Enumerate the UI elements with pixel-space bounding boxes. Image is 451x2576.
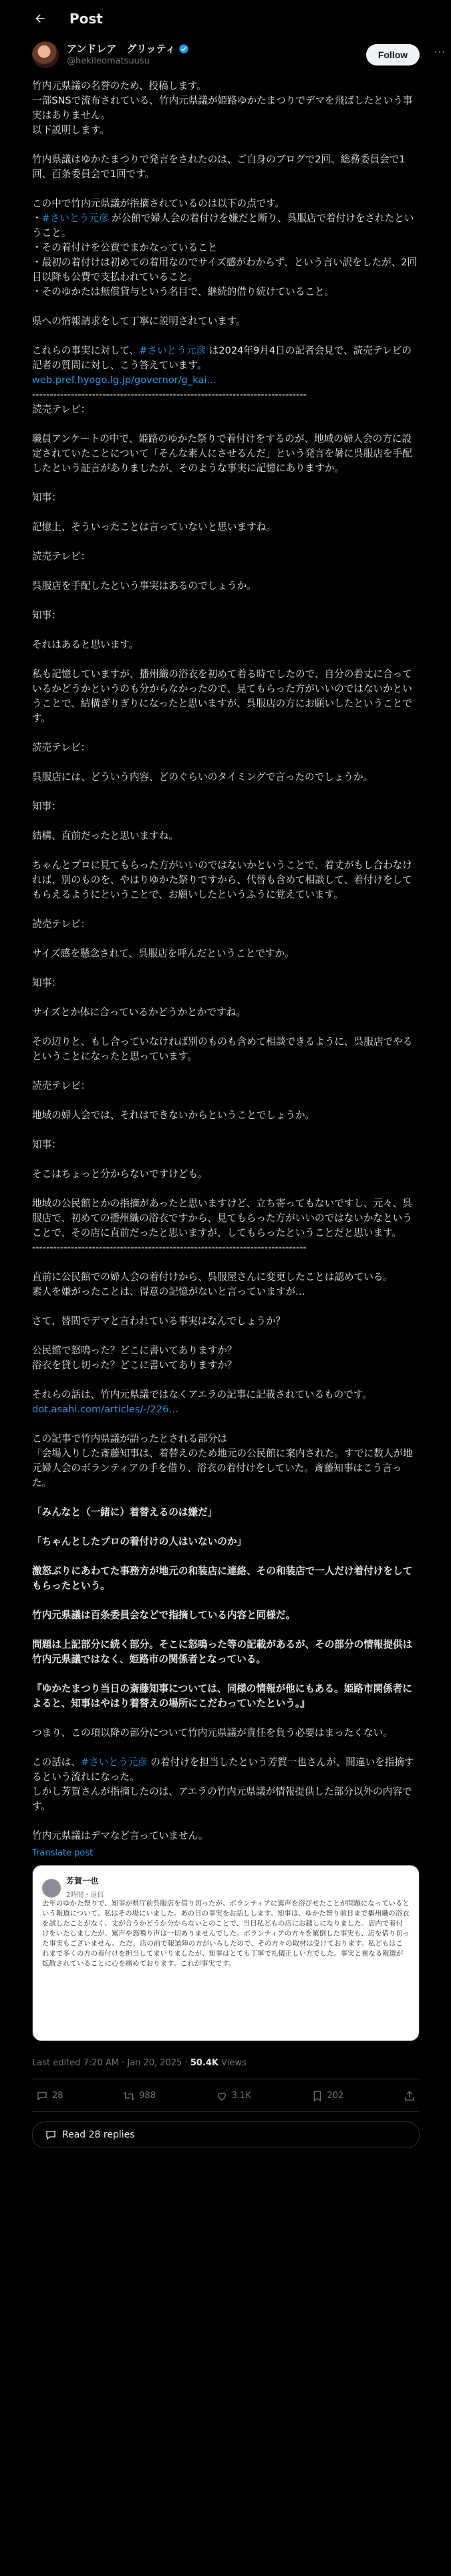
post-paragraph: 私も記憶していますが、播州織の浴衣を初めて着る時でしたので、自分の着丈に合っているかどうかというのも分からなかったので、見てもらった方がいいのではないかということで、結構ぎりぎりになったと思いますが、呉服店の方にお願いしたということです。 <box>32 668 412 724</box>
post-paragraph: その辺りと、もし合っていなければ別のものも含めて相談できるように、呉服店でやるということになったと思っています。 <box>32 1036 413 1062</box>
quoted-image[interactable] <box>32 1865 420 2041</box>
bookmark-count: 202 <box>327 2091 344 2101</box>
chat-bubble-icon <box>45 2129 57 2141</box>
post-time[interactable]: Last edited 7:20 AM · Jan 20, 2025 <box>32 2058 182 2068</box>
share-icon <box>404 2090 416 2102</box>
post-paragraph: つまり、この項以降の部分について竹内元県議が責任を負う必要はまったくない。 <box>32 1727 393 1738</box>
post-paragraph: 直前に公民館での婦人会の着付けから、呉服屋さんに変更したことは認めている。 素人を嫌がったことは、得意の記憶がないと言っていますが… <box>32 1271 393 1297</box>
post-paragraph: 読売テレビ： <box>32 742 91 753</box>
post-paragraph: 竹内元県議の名誉のため、投稿します。 一部SNSで流布されている、竹内元県議が姫路ゆかたまつりでデマを飛ばしたという事実はありません。 以下説明します。 <box>32 80 413 136</box>
bookmark-icon <box>311 2090 323 2102</box>
post-paragraph: この中で竹内元県議が指摘されているのは以下の点です。 ・#さいとう元彦 が公館で婦人会の着付けを嫌だと断り、呉服店で着付けをされたということ。 ・その着付けを公費でまかなっていること ・最初の着付けは初めての着用なのでサイズ感がわからず、という言い訳をしたが、2回目以降も公費で支払われていること。 ・そのゆかたは無償貸与という名目で、継続的借り続けていること。 <box>32 198 418 297</box>
post-paragraph: 激怒ぶりにあわてた事務方が地元の和装店に連絡、その和装店で一人だけ着付けをしてもらったという。 <box>32 1565 413 1591</box>
post-paragraph: 「ちゃんとしたプロの着付けの人はいないのか」 <box>32 1536 247 1547</box>
post-paragraph: サイズとか体に合っているかどうかとかですね。 <box>32 1007 246 1018</box>
bookmark-button[interactable] <box>311 2089 344 2103</box>
like-button[interactable] <box>216 2089 251 2103</box>
post-paragraph: そこはちょっと分からないですけども。 <box>32 1168 208 1180</box>
post-body <box>32 79 420 2148</box>
post-paragraph: 知事： <box>32 610 61 621</box>
hashtag-link[interactable]: #さいとう元彦 <box>80 1757 148 1768</box>
post-paragraph: 読売テレビ： <box>32 551 91 562</box>
page-title: Post <box>69 11 103 27</box>
post-paragraph: 地域の婦人会では、それはできないからということでしょうか。 <box>32 1110 315 1121</box>
post-paragraph: 知事： <box>32 1139 61 1150</box>
post-paragraph: 地域の公民館とかの指摘があったと思いますけど、立ち寄ってもないですし、元々、呉服店で、初めての播州織の浴衣ですから、見てもらった方がいいのではないかなということで、その店に直前だったと思いますが、してもらったということだと思います。 ------------------------------------------------------------------------------ <box>32 1198 413 1253</box>
author-name-row[interactable] <box>67 41 189 55</box>
post-paragraph: 知事： <box>32 801 61 812</box>
quote-avatar <box>42 1879 61 1898</box>
avatar[interactable] <box>32 41 59 68</box>
post-paragraph: サイズ感を懸念されて、呉服店を呼んだということですか。 <box>32 948 295 959</box>
post-paragraph: 呉服店には、どういう内容、どのぐらいのタイミングで言ったのでしょうか。 <box>32 771 373 783</box>
post-meta: Last edited 7:20 AM · Jan 20, 2025 · 50.4K Views <box>32 2051 420 2079</box>
post-paragraph: 竹内元県議はデマなど言っていません。 <box>32 1830 208 1841</box>
post-author <box>32 40 446 75</box>
translate-post-link[interactable]: Translate post <box>32 1848 94 1858</box>
reply-icon <box>36 2090 48 2102</box>
post-paragraph: 職員アンケートの中で、姫路のゆかた祭りで着付けをするのが、地域の婦人会の方に設定されていたことについて「そんな素人にさせるんだ」という発言を暑に呉服店を手配したという証言がありましたが、そのような事実に記憶にありますか。 <box>32 433 412 474</box>
post-paragraph: 問題は上記部分に続く部分。そこに怒鳴った等の記載があるが、その部分の情報提供は竹内元県議ではなく、姫路市の関係者となっている。 <box>32 1639 413 1665</box>
quote-meta: 2時間・返信 <box>66 1892 104 1899</box>
author-handle[interactable]: @hekileomatsuusu <box>67 56 150 66</box>
post-paragraph: 知事： <box>32 492 61 503</box>
post-paragraph: この記事で竹内県議が語ったとされる部分は 「会場入りした斎藤知事は、着替えのため地元の公民館に案内された。すでに数人が地元婦人会のボランティアの手を借り、浴衣の着付けをしていた。斎藤知事はこう言った。 <box>32 1433 413 1489</box>
hashtag-link[interactable]: #さいとう元彦 <box>139 345 206 356</box>
post-paragraph: 読売テレビ： <box>32 1080 91 1091</box>
verified-badge-icon <box>178 43 189 54</box>
top-bar <box>0 0 451 37</box>
repost-button[interactable] <box>123 2089 156 2103</box>
post-paragraph: それらの話は、竹内元県議ではなくアエラの記事に記載されているものです。 dot.asahi.com/articles/-/226… <box>32 1389 372 1415</box>
reply-button[interactable] <box>36 2089 63 2103</box>
post-paragraph: 呉服店を手配したという事実はあるのでしょうか。 <box>32 580 257 592</box>
post-paragraph: ちゃんとプロに見てもらった方がいいのではないかということで、着丈がもし合わなければ、別のものを、やはりゆかた祭りですから、代替も含めて相談して、着付けをしてもらえるようにということで、お願いしたというふうに覚えています。 <box>32 860 412 900</box>
repost-icon <box>123 2090 135 2102</box>
post-paragraph: これらの事実に対して、#さいとう元彦 は2024年9月4日の記者会見で、読売テレビの記者の質問に対し、こう答えています。 web.pref.hyogo.lg.jp/governor/g_kai… ------------------------------------------------------------------------------ 読売テレビ： <box>32 345 412 415</box>
author-name[interactable]: アンドレア グリッティ <box>67 43 176 55</box>
quote-author-name: 芳賀一也 <box>66 1876 99 1886</box>
like-count: 3.1K <box>231 2091 251 2101</box>
post-paragraph: 県への情報請求をして丁寧に説明されています。 <box>32 315 246 327</box>
url-link[interactable]: dot.asahi.com/articles/-/226… <box>32 1404 178 1415</box>
post-paragraph: それはあると思います。 <box>32 639 139 650</box>
read-replies-label: Read 28 replies <box>62 2130 135 2140</box>
back-arrow-icon[interactable] <box>32 11 48 27</box>
post-paragraph: 結構、直前だったと思いますね。 <box>32 830 178 842</box>
post-paragraph: 竹内元県議は百条委員会などで指摘している内容と同様だ。 <box>32 1609 296 1621</box>
hashtag-link[interactable]: #さいとう元彦 <box>41 213 109 224</box>
quote-text: 去年のゆかた祭りで、知事が県庁前呉服店を借り切ったが、ボランティアに罵声を浴びせたことが問題になっているという報道について、私はその場にいました。あの日の事実をお話しします。知事は、ゆかた祭り前日まで播州織の浴衣を試したことがなく、丈が合うかどうか分からないとのことで、当日私どもの店にお越しになりました。店内で着付けをいたしましたが、罵声や怒鳴り声は一切ありませんでした。ボランティアの方々を罵倒した事実も、店を借り切った事実もございません。ただ、店の前で報道陣の方がいらしたので、その方々の取材は受けております。私どもはこれまで多くの方の着付けを担当してまいりましたが、知事はとても丁寧で礼儀正しい方でした。事実と異なる報道が拡散されていることに心を痛めております。これが事実です。 <box>42 1900 410 1968</box>
post-paragraph: さて、替間でデマと言われている事実はなんでしょうか？ <box>32 1315 286 1327</box>
url-link[interactable]: web.pref.hyogo.lg.jp/governor/g_kai… <box>32 374 217 386</box>
post-paragraph: 読売テレビ： <box>32 918 91 930</box>
views-label: Views <box>221 2058 247 2068</box>
heart-icon <box>216 2090 228 2102</box>
post-paragraph: 記憶上、そういったことは言っていないと思いますね。 <box>32 521 276 533</box>
action-bar <box>32 2079 420 2112</box>
reply-count: 28 <box>52 2091 63 2101</box>
read-replies-button[interactable] <box>32 2121 420 2148</box>
follow-button[interactable]: Follow <box>366 44 420 66</box>
share-button[interactable] <box>404 2089 416 2103</box>
post-paragraph: 公民館で怒鳴った？どこに書いてありますか？ 浴衣を貸し切った？どこに書いてありますか？ <box>32 1345 237 1371</box>
more-options-icon[interactable]: ··· <box>434 45 446 59</box>
post-text <box>32 79 420 1843</box>
post-paragraph: 竹内県議はゆかたまつりで発言をされたのは、ご自身のブログで2回、総務委員会で1回、百条委員会で1回です。 <box>32 154 406 180</box>
post-paragraph: 「みんなと（一緒に）着替えるのは嫌だ」 <box>32 1507 218 1518</box>
post-paragraph: 『ゆかたまつり当日の斎藤知事については、同様の情報が他にもある。姫路市関係者によると、知事はやはり着替えの場所にこだわっていたという。』 <box>32 1683 412 1709</box>
views-count: 50.4K <box>190 2058 219 2068</box>
post-paragraph: 知事： <box>32 977 61 989</box>
repost-count: 988 <box>139 2091 156 2101</box>
post-paragraph: この話は、#さいとう元彦 の着付けを担当したという芳賀一也さんが、間違いを指摘するという流れになった。 しかし芳賀さんが指摘したのは、アエラの竹内元県議が情報提供した部分以外の内容です。 <box>32 1757 414 1812</box>
